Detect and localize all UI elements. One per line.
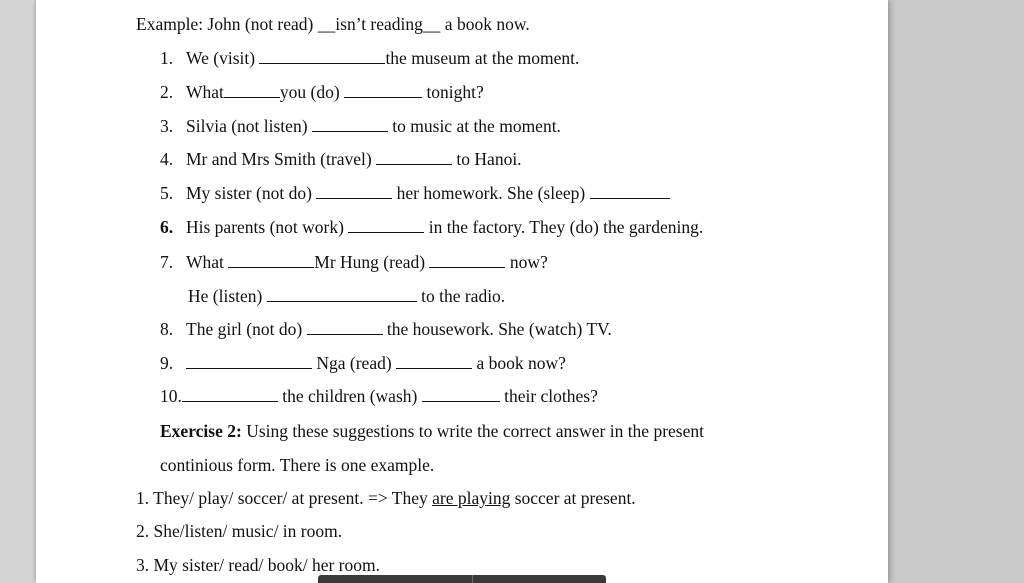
exercise-item-4: 4. Mr and Mrs Smith (travel) to Hanoi.: [160, 149, 522, 169]
example-answer: isn’t reading: [335, 14, 423, 34]
exercise-2-title: Exercise 2:: [160, 421, 242, 441]
exercise-item-3: 3. Silvia (not listen) to music at the moment.: [160, 116, 561, 136]
exercise-2-item-3: 3. My sister/ read/ book/ her room.: [136, 555, 380, 575]
exercise-item-9: 9. Nga (read) a book now?: [160, 353, 566, 373]
answer-blank[interactable]: [590, 184, 670, 199]
exercise-2-item-2: 2. She/listen/ music/ in room.: [136, 521, 343, 541]
document-page: [36, 0, 888, 583]
example-line: Example: John (not read) __isn’t reading__ a book now.: [136, 14, 530, 34]
answer-blank[interactable]: [422, 387, 500, 402]
exercise-item-5: 5. My sister (not do) her homework. She (sleep): [160, 182, 670, 204]
exercise-2-instruction: continious form. There is one example.: [160, 455, 435, 475]
answer-blank[interactable]: [228, 253, 314, 268]
answer-blank[interactable]: [312, 117, 388, 132]
answer-blank[interactable]: [348, 218, 424, 233]
bottom-toolbar[interactable]: [318, 575, 606, 583]
exercise-item-10: 10. the children (wash) their clothes?: [160, 386, 598, 406]
exercise-2-item-1: 1. They/ play/ soccer/ at present. => They are playing soccer at present.: [136, 488, 636, 508]
answer-blank[interactable]: [429, 253, 505, 268]
toolbar-divider: [472, 575, 473, 583]
answer-blank[interactable]: [259, 49, 385, 64]
answer-blank[interactable]: [396, 354, 472, 369]
left-margin-background: [0, 0, 36, 583]
answer-blank[interactable]: [316, 184, 392, 199]
right-margin-background: [888, 0, 1024, 583]
answer-blank[interactable]: [224, 83, 280, 98]
exercise-item-1: 1. We (visit) the museum at the moment.: [160, 48, 580, 68]
exercise-item-7: 7. What Mr Hung (read) now?: [160, 252, 548, 272]
exercise-item-2: 2. What you (do) tonight?: [160, 82, 484, 102]
answer-blank[interactable]: [344, 83, 422, 98]
answer-blank[interactable]: [307, 320, 383, 335]
exercise-item-8: 8. The girl (not do) the housework. She (watch) TV.: [160, 319, 612, 339]
exercise-2-heading: Exercise 2: Using these suggestions to write the correct answer in the present: [160, 421, 704, 441]
answer-blank[interactable]: [376, 150, 452, 165]
exercise-item-6: 6. His parents (not work) in the factory. They (do) the gardening.: [160, 217, 704, 237]
answer-blank[interactable]: [267, 287, 417, 302]
exercise-item-7-continued: He (listen) to the radio.: [188, 286, 506, 306]
answer-blank[interactable]: [182, 387, 278, 402]
answer-blank[interactable]: [186, 354, 312, 369]
example-answer: are playing: [432, 488, 511, 508]
